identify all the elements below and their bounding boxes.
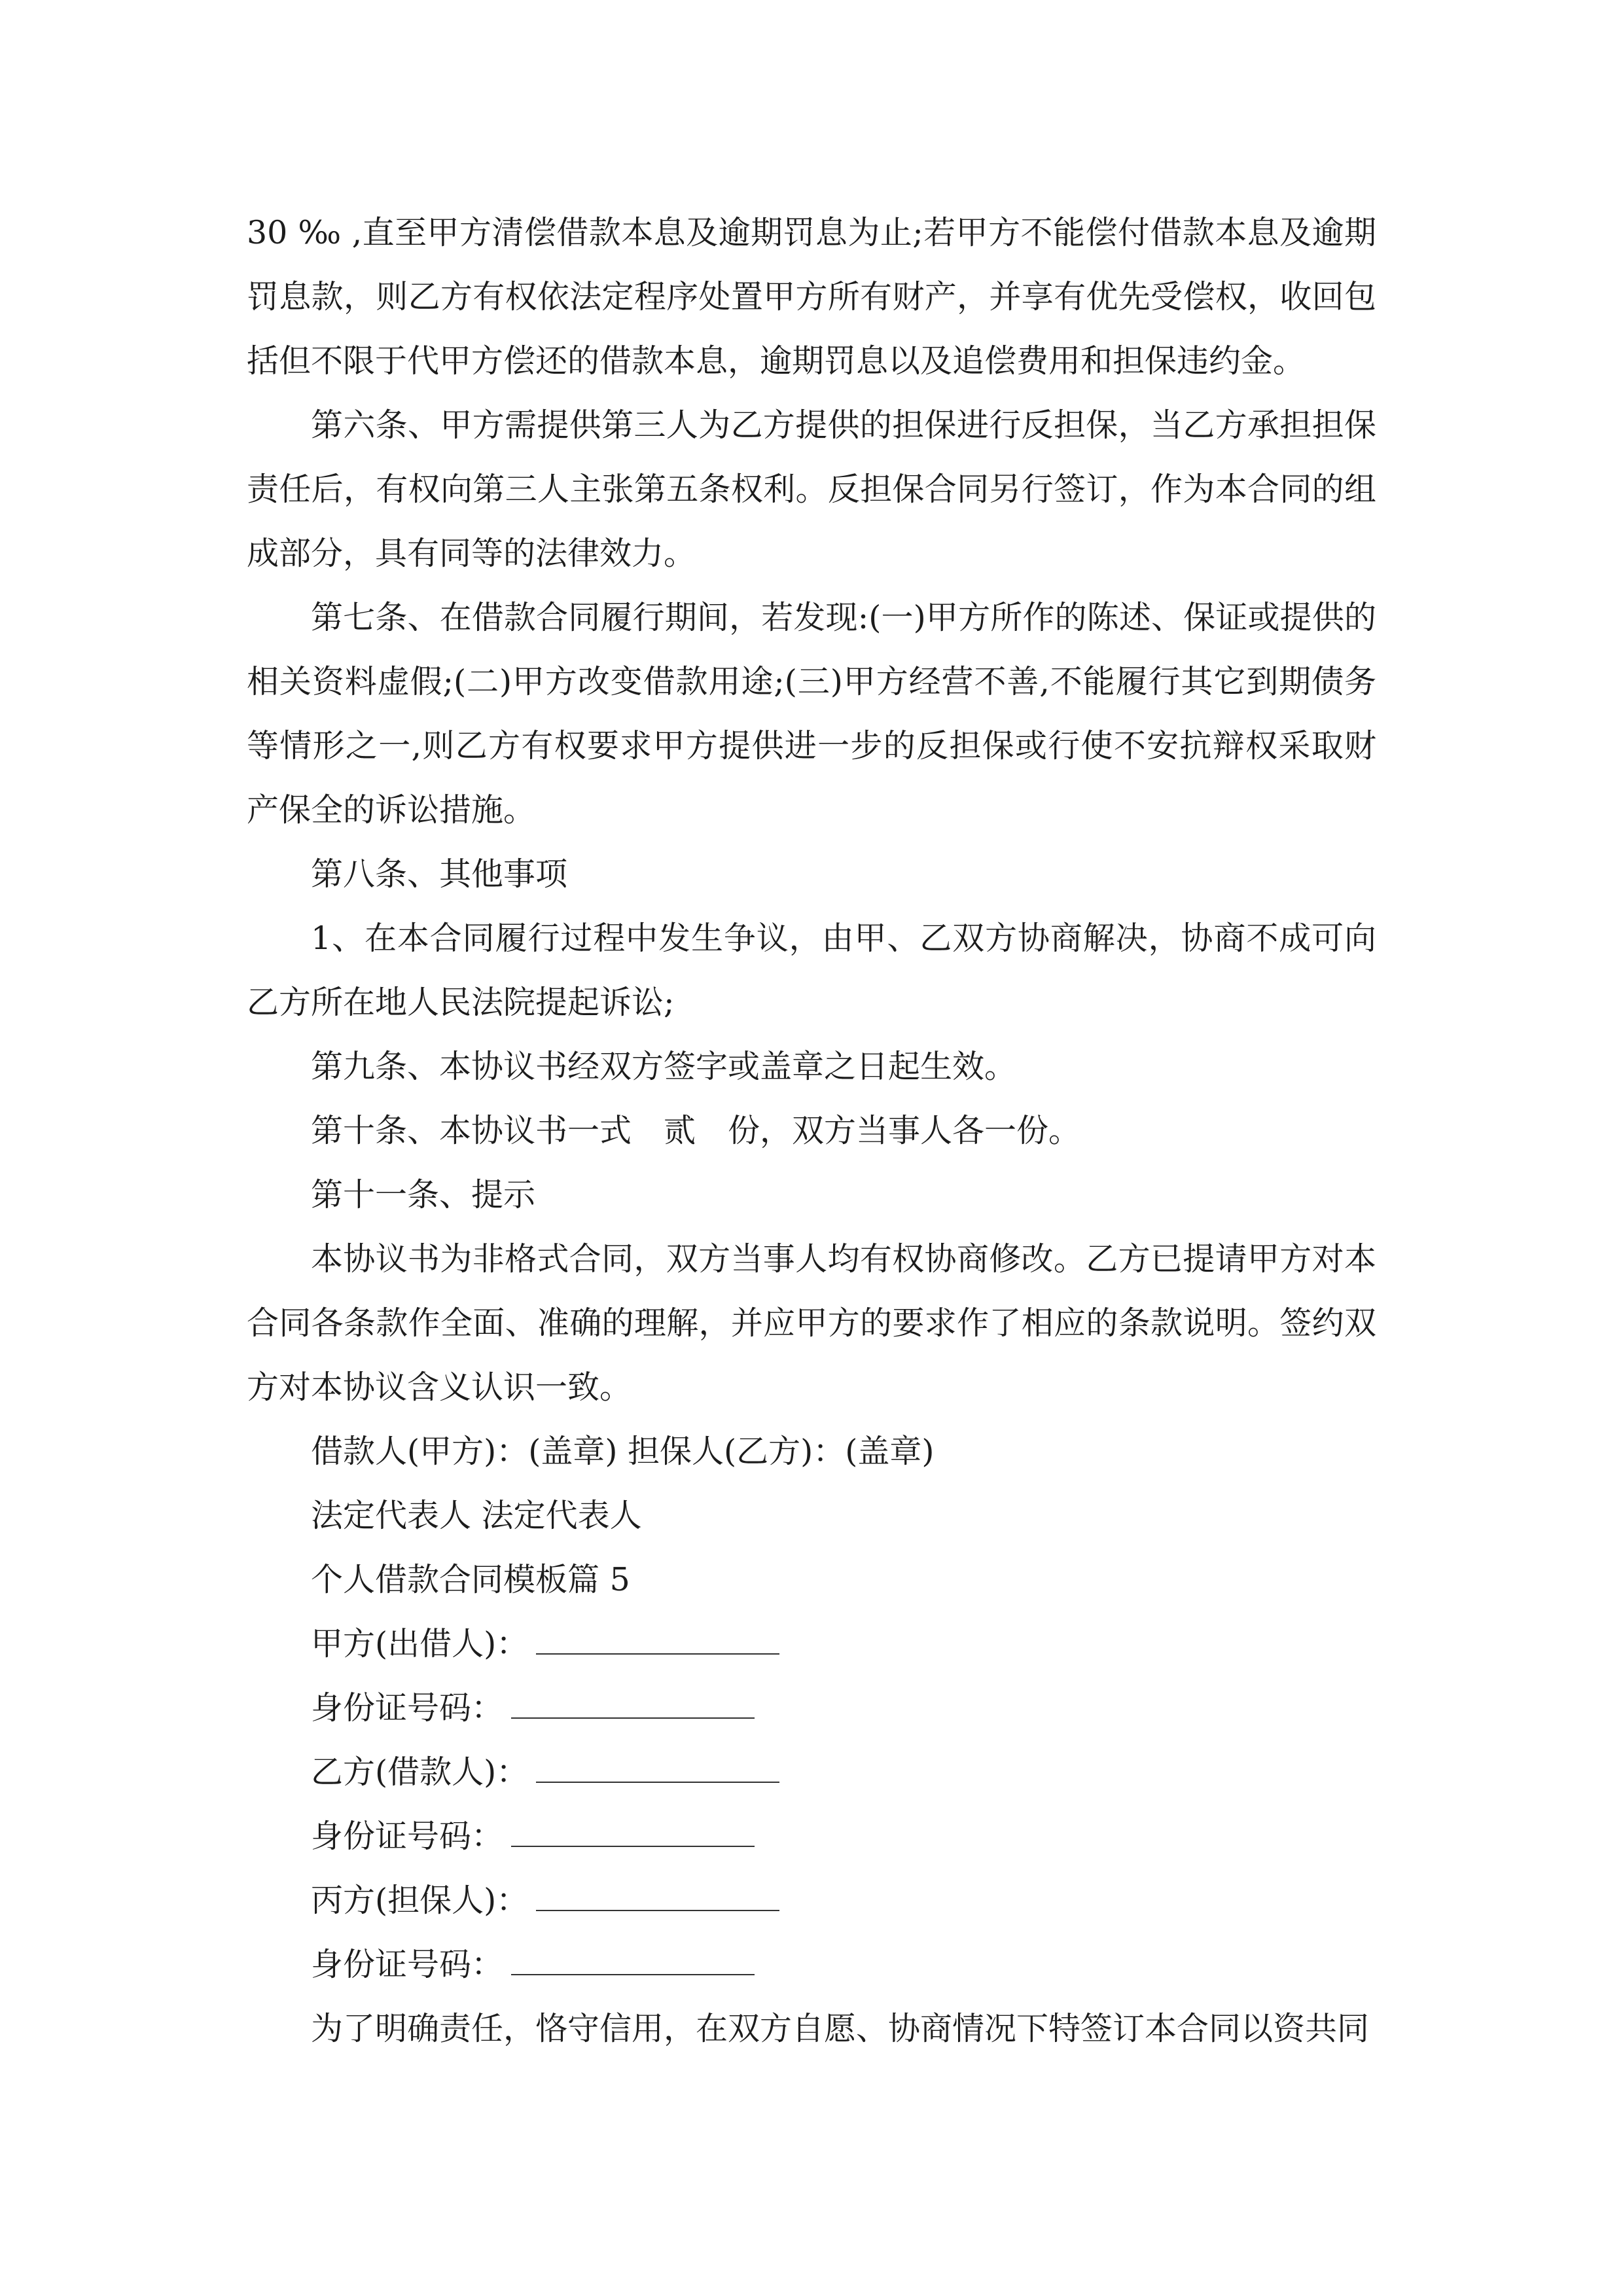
field-guarantor-id xyxy=(247,1933,1376,1997)
field-label: 身份证号码： xyxy=(311,1818,504,1855)
fill-in-blank xyxy=(536,1653,779,1655)
field-borrower xyxy=(247,1740,1376,1804)
section-title-template-5: 个人借款合同模板篇 5 xyxy=(311,1561,630,1598)
fill-in-blank xyxy=(536,1910,779,1911)
signature-line-seals: 借款人(甲方)：(盖章) 担保人(乙方)：(盖章) xyxy=(311,1433,935,1470)
fill-in-blank xyxy=(511,1717,755,1719)
paragraph-article-11-notice: 本协议书为非格式合同，双方当事人均有权协商修改。乙方已提请甲方对本合同各条款作全面、准确的理解，并应甲方的要求作了相应的条款说明。签约双方对本协议含义认识一致。 xyxy=(247,1240,1376,1406)
paragraph-article-8-item-1: 1、在本合同履行过程中发生争议，由甲、乙双方协商解决，协商不成可向乙方所在地人民法院提起诉讼; xyxy=(247,920,1376,1021)
field-borrower-id xyxy=(247,1804,1376,1869)
paragraph-closing: 为了明确责任，恪守信用，在双方自愿、协商情况下特签订本合同以资共同 xyxy=(311,2010,1370,2047)
paragraph-article-8-heading: 第八条、其他事项 xyxy=(311,855,568,893)
field-label: 乙方(借款人)： xyxy=(311,1753,529,1791)
fill-in-blank xyxy=(536,1782,779,1783)
paragraph-article-10: 第十条、本协议书一式 贰 份，双方当事人各一份。 xyxy=(311,1112,1081,1149)
paragraph-article-7: 第七条、在借款合同履行期间，若发现:(一)甲方所作的陈述、保证或提供的相关资料虚假;(二)甲方改变借款用途;(三)甲方经营不善,不能履行其它到期债务等情形之一,则乙方有权要求甲方提供进一步的反担保或行使不安抗辩权采取财产保全的诉讼措施。 xyxy=(247,599,1376,829)
field-lender xyxy=(247,1612,1376,1676)
field-guarantor xyxy=(247,1869,1376,1933)
field-label: 身份证号码： xyxy=(311,1689,504,1727)
field-label: 甲方(出借人)： xyxy=(311,1625,529,1662)
paragraph-article-6: 第六条、甲方需提供第三人为乙方提供的担保进行反担保，当乙方承担担保责任后，有权向第三人主张第五条权利。反担保合同另行签订，作为本合同的组成部分，具有同等的法律效力。 xyxy=(247,406,1376,572)
fill-in-blank xyxy=(511,1846,755,1847)
contract-body xyxy=(247,201,1376,2061)
signature-line-representatives: 法定代表人 法定代表人 xyxy=(311,1497,642,1534)
paragraph-article-9: 第九条、本协议书经双方签字或盖章之日起生效。 xyxy=(311,1048,1017,1085)
field-label: 身份证号码： xyxy=(311,1946,504,1983)
paragraph-article-11-heading: 第十一条、提示 xyxy=(311,1176,536,1213)
paragraph-penalty-continuation: 30 ‰ ,直至甲方清偿借款本息及逾期罚息为止;若甲方不能偿付借款本息及逾期罚息款，则乙方有权依法定程序处置甲方所有财产，并享有优先受偿权，收回包括但不限于代甲方偿还的借款本息，逾期罚息以及追偿费用和担保违约金。 xyxy=(247,214,1376,380)
field-label: 丙方(担保人)： xyxy=(311,1882,529,1919)
field-lender-id xyxy=(247,1676,1376,1740)
fill-in-blank xyxy=(511,1974,755,1975)
